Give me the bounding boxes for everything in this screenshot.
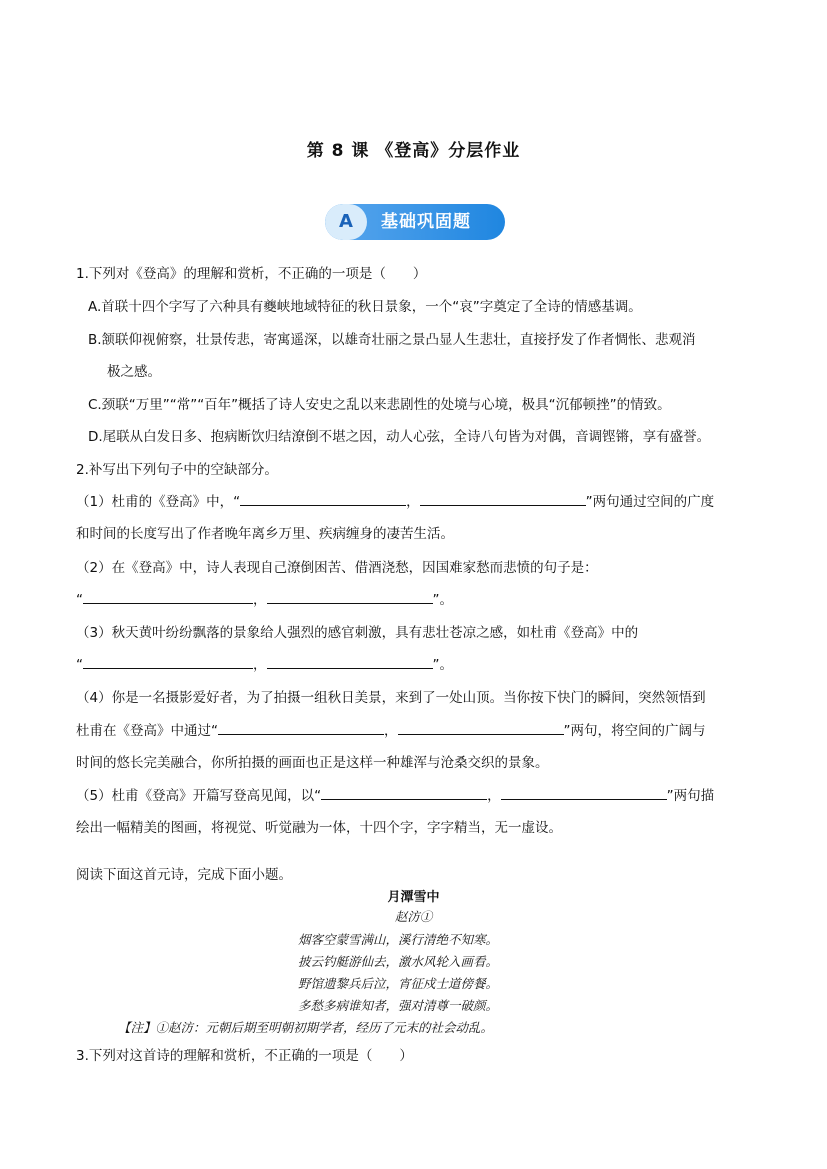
- q2-stem: 2.补写出下列句子中的空缺部分。: [76, 462, 278, 478]
- q1-option-d: D.尾联从白发日多、抱病断饮归结潦倒不堪之因，动人心弦，全诗八句皆为对偶，音调铿锵，享有盛誉。: [88, 429, 711, 445]
- comma: ，: [253, 657, 267, 673]
- q2-p5-end: ”两句描: [666, 788, 715, 804]
- poem-author: 赵汸①: [394, 909, 433, 924]
- close-quote: ”。: [432, 592, 453, 608]
- q2-p1-end: ”两句通过空间的广度: [585, 494, 715, 510]
- q1-stem: 1.下列对《登高》的理解和赏析，不正确的一项是（ ）: [76, 266, 427, 282]
- q2-p5-cont: 绘出一幅精美的图画，将视觉、听觉融为一体，十四个字，字字精当，无一虚设。: [76, 820, 562, 836]
- q2-p1-cont: 和时间的长度写出了作者晚年离乡万里、疾病缠身的凄苦生活。: [76, 526, 454, 542]
- poem-note: 【注】①赵汸：元朝后期至明朝初期学者，经历了元末的社会动乱。: [118, 1020, 494, 1035]
- open-quote: “: [76, 657, 83, 673]
- q1-option-a: A.首联十四个字写了六种具有夔峡地域特征的秋日景象，一个“哀”字奠定了全诗的情感基调。: [88, 299, 642, 315]
- q2-p5-text: （5）杜甫《登高》开篇写登高见闻，以“: [76, 788, 322, 804]
- poem-line: 野馆遗黎兵后泣，宵征戍士道傍餐。: [298, 976, 499, 991]
- blank-input[interactable]: [218, 720, 384, 735]
- q2-p4-end: ”两句，将空间的广阔与: [563, 723, 706, 739]
- q2-part4: （4）你是一名摄影爱好者，为了拍摄一组秋日美景，来到了一处山顶。当你按下快门的瞬间，突然领悟到: [76, 690, 706, 706]
- q2-p4-cont: 时间的悠长完美融合，你所拍摄的画面也正是这样一种雄浑与沧桑交织的景象。: [76, 755, 549, 771]
- q2-part2-blanks: [76, 588, 453, 608]
- blank-input[interactable]: [501, 785, 667, 800]
- open-quote: “: [76, 592, 83, 608]
- blank-input[interactable]: [420, 491, 586, 506]
- q1-option-b: B.颔联仰视俯察，壮景传悲，寄寓遥深，以雄奇壮丽之景凸显人生悲壮，直接抒发了作者惆怅、悲观消: [88, 332, 696, 348]
- q2-p1-sep: ，: [406, 494, 420, 510]
- q1-option-c: C.颈联“万里”“常”“百年”概括了诗人安史之乱以来悲剧性的处境与心境，极具“沉郁顿挫”的情致。: [88, 397, 671, 413]
- section-letter: A: [325, 204, 367, 240]
- q1-option-b-cont: 极之感。: [107, 364, 161, 380]
- blank-input[interactable]: [240, 491, 406, 506]
- q2-part1: [76, 490, 714, 510]
- poem-line: 披云钓艇游仙去，激水风轮入画看。: [298, 954, 499, 969]
- close-quote: ”。: [432, 657, 453, 673]
- blank-input[interactable]: [321, 785, 487, 800]
- q2-part3: （3）秋天黄叶纷纷飘落的景象给人强烈的感官刺激，具有悲壮苍凉之感，如杜甫《登高》中的: [76, 625, 639, 641]
- blank-input[interactable]: [267, 654, 433, 669]
- blank-input[interactable]: [398, 720, 564, 735]
- q2-part3-blanks: [76, 653, 453, 673]
- blank-input[interactable]: [83, 654, 253, 669]
- page-title: 第 8 课 《登高》分层作业: [306, 141, 521, 161]
- blank-input[interactable]: [83, 589, 253, 604]
- q2-p4-text: 杜甫在《登高》中通过“: [76, 723, 218, 739]
- q2-part4-blanks: [76, 719, 706, 739]
- q2-part5-blanks: [76, 784, 714, 804]
- q2-p1-text: （1）杜甫的《登高》中，“: [76, 494, 241, 510]
- section-badge: [325, 204, 505, 240]
- section-label: 基础巩固题: [381, 212, 471, 232]
- comma: ，: [487, 788, 501, 804]
- comma: ，: [253, 592, 267, 608]
- poem-line: 多愁多病谁知者，强对清尊一破颜。: [298, 998, 499, 1013]
- comma: ，: [384, 723, 398, 739]
- poem-line: 烟客空蒙雪满山，溪行清绝不知寒。: [298, 932, 499, 947]
- blank-input[interactable]: [267, 589, 433, 604]
- poem-title: 月潭雪中: [387, 890, 440, 905]
- q2-part2: （2）在《登高》中，诗人表现自己潦倒困苦、借酒浇愁，因国难家愁而悲愤的句子是：: [76, 560, 598, 576]
- reading-intro: 阅读下面这首元诗，完成下面小题。: [76, 867, 292, 883]
- q3-stem: 3.下列对这首诗的理解和赏析，不正确的一项是（ ）: [76, 1048, 413, 1064]
